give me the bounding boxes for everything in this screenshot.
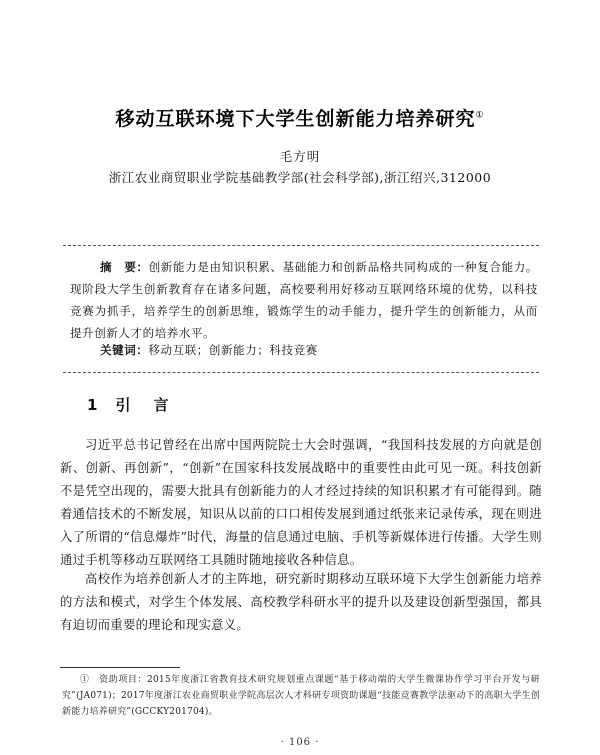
title-footnote-marker: ① xyxy=(475,110,485,121)
keywords-text: 移动互联；创新能力；科技竞赛 xyxy=(148,343,318,357)
author-name: 毛方明 xyxy=(279,149,321,164)
footnote: ① 资助项目：2015年度浙江省教育技术研究规划重点课题“基于移动端的大学生微课协作学习平台开发与研究”(JA071)；2017年度浙江农业商贸职业学院高层次人才科研专项资助课题“技能竞赛教学法驱动下的高职大学生创新能力培养研究”(GCCKY201704)。 xyxy=(62,675,540,717)
section-heading xyxy=(87,394,172,415)
article-title-text: 移动互联环境下大学生创新能力培养研究 xyxy=(115,108,476,130)
abstract xyxy=(70,256,538,344)
section-number: 1 xyxy=(87,396,102,414)
author-affiliation: 浙江农业商贸职业学院基础教学部(社会科学部),浙江绍兴,312000 xyxy=(108,170,492,185)
article-title xyxy=(0,104,600,131)
section-title: 引 言 xyxy=(115,396,173,414)
abstract-label: 摘 要： xyxy=(100,260,149,274)
keywords xyxy=(100,342,530,358)
abstract-text: 创新能力是由知识积累、基础能力和创新品格共同构成的一种复合能力。现阶段大学生创新教育存在诸多问题，高校要利用好移动互联网络环境的优势，以科技竞赛为抓手，培养学生的创新思维，锻炼学生的动手能力，提升学生的创新能力，从而提升创新人才的培养水平。 xyxy=(70,260,539,340)
keywords-label: 关键词： xyxy=(100,343,149,357)
page-number: · 106 · xyxy=(280,737,320,748)
body-paragraph-2: 高校作为培养创新人才的主阵地，研究新时期移动互联环境下大学生创新能力培养的方法和模式，对学生个体发展、高校教学科研水平的提升以及建设创新型强国，都具有迫切而重要的理论和现实意义。 xyxy=(60,572,542,632)
body-paragraph-1: 习近平总书记曾经在出席中国两院院士大会时强调，“我国科技发展的方向就是创新、创新、再创新”，“创新”在国家科技发展战略中的重要性由此可见一斑。科技创新不是凭空出现的，需要大批具有创新能力的人才经过持续的知识积累才有可能得到。随着通信技术的不断发展，知识从以前的口口相传发展到通过纸张来记录传承，现在则进入了所谓的“信息爆炸”时代，海量的信息通过电脑、手机等新媒体进行传播。大学生则通过手机等移动互联网络工具随时随地接收各种信息。 xyxy=(60,438,542,567)
footnote-rule xyxy=(60,667,180,668)
